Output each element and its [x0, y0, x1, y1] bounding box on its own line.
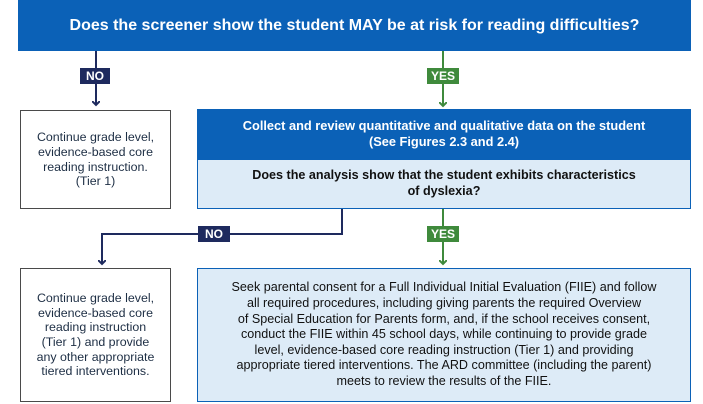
tier1-interventions-line: reading instruction — [44, 320, 147, 335]
tier1-line: reading instruction. — [43, 159, 148, 174]
screener-question: Does the screener show the student MAY be at risk for reading difficulties? — [18, 0, 691, 51]
collect-data-title: Collect and review quantitative and qualitative data on the student — [242, 118, 646, 133]
fiie-line: of Special Education for Parents form, and, if the school receives consent, — [237, 311, 651, 326]
tier1-interventions-line: evidence-based core — [37, 305, 154, 320]
fiie-line: all required procedures, including giving parents the required Overview — [246, 296, 642, 311]
fiie-line: appropriate tiered interventions. The ARD committee (including the parent) — [236, 358, 652, 373]
tier1-interventions-line: (Tier 1) and provide — [41, 335, 150, 349]
dyslexia-question-line: of dyslexia? — [407, 184, 481, 198]
no-label-2: NO — [198, 226, 230, 242]
collect-data-subtitle: (See Figures 2.3 and 2.4) — [368, 134, 520, 149]
tier1-interventions-line: tiered interventions. — [41, 364, 150, 379]
fiie-box — [197, 268, 691, 402]
tier1-line: Continue grade level, — [36, 130, 155, 145]
tier1-box — [20, 110, 171, 209]
tier1-line: (Tier 1) — [75, 174, 116, 189]
yes-label-1: YES — [427, 68, 459, 84]
tier1-interventions-line: any other appropriate — [36, 349, 155, 364]
no-label-1: NO — [80, 68, 110, 84]
fiie-line: conduct the FIIE within 45 school days, while continuing to provide grade — [240, 327, 648, 342]
fiie-line: level, evidence-based core reading instruction (Tier 1) and providing — [254, 342, 634, 357]
fiie-line: Seek parental consent for a Full Individual Initial Evaluation (FIIE) and follow — [231, 280, 657, 295]
tier1-interventions-line: Continue grade level, — [36, 291, 155, 306]
tier1-interventions-box — [20, 268, 171, 402]
dyslexia-question-line: Does the analysis show that the student exhibits characteristics — [252, 168, 636, 183]
dyslexia-question — [197, 159, 691, 209]
fiie-line: meets to review the results of the FIIE. — [336, 373, 552, 388]
tier1-line: evidence-based core — [37, 144, 154, 159]
yes-label-2: YES — [427, 226, 459, 242]
collect-data-box — [197, 109, 691, 159]
